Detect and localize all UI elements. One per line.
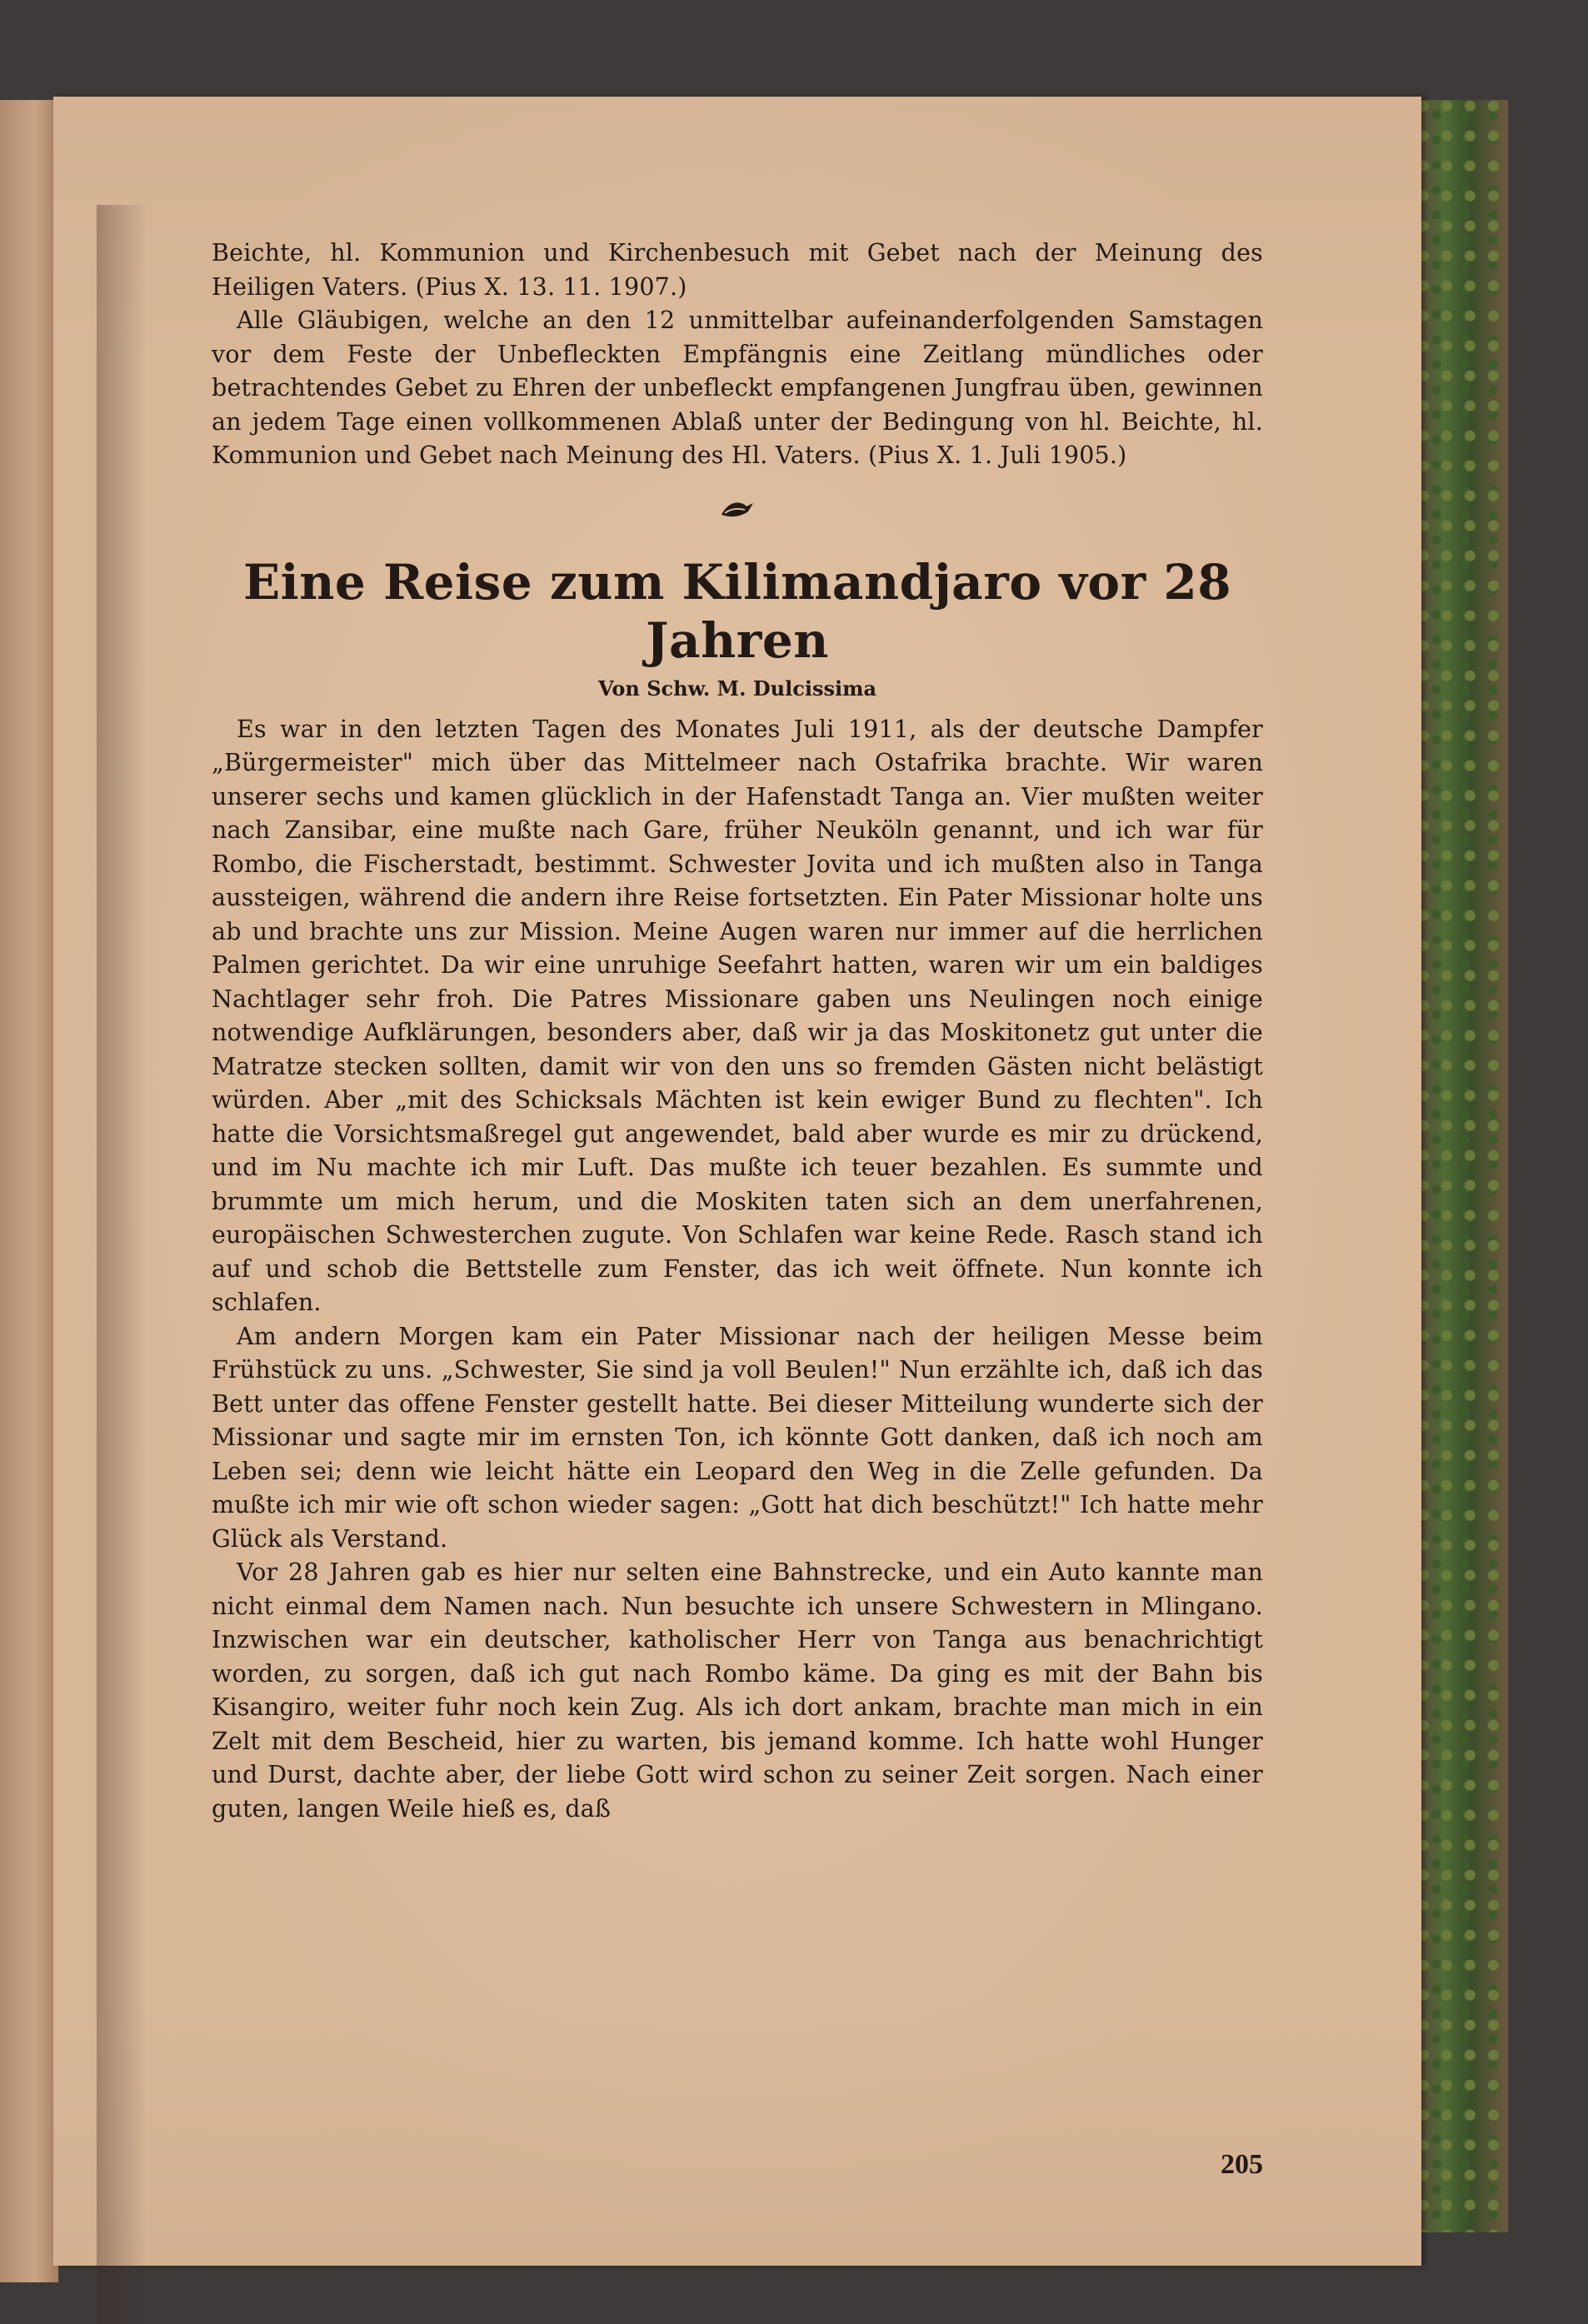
article-title: Eine Reise zum Kilimandjaro vor 28 Jahren [242, 553, 1232, 669]
fleuron-ornament-icon [212, 483, 1263, 535]
page-number: 205 [1221, 2149, 1263, 2180]
marbled-cover-edge [1416, 100, 1508, 2232]
intro-paragraph-2: Alle Gläubigen, welche an den 12 unmittelbar aufeinanderfolgenden Samstagen vor dem Feste der Unbefleckten Empfängnis eine Zeitlang mündliches oder betrachtendes Gebet zu Ehren der unbefleckt empfangenen Jungfrau üben, gewinnen an jedem Tage einen vollkommenen Ablaß unter der Bedingung von hl. Beichte, hl. Kommunion und Gebet nach Meinung des Hl. Vaters. (Pius X. 1. Juli 1905.) [212, 307, 1263, 469]
article-paragraph-2: Am andern Morgen kam ein Pater Missionar nach der heiligen Messe beim Frühstück zu uns. „Schwester, Sie sind ja voll Beulen!" Nun erzählte ich, daß ich das Bett unter das offene Fenster gestellt hatte. Bei dieser Mitteilung wunderte sich der Missionar und sagte mir im ernsten Ton, ich könnte Gott danken, daß ich noch am Leben sei; denn wie leicht hätte ein Leopard den Weg in die Zelle gefunden. Da mußte ich mir wie oft schon wieder sagen: „Gott hat dich beschützt!" Ich hatte mehr Glück als Verstand. [212, 1322, 1263, 1553]
article-paragraph-3: Vor 28 Jahren gab es hier nur selten eine Bahnstrecke, und ein Auto kannte man nicht einmal dem Namen nach. Nun besuchte ich unsere Schwestern in Mlingano. Inzwischen war ein deutscher, katholischer Herr von Tanga aus benachrichtigt worden, zu sorgen, daß ich gut nach Rombo käme. Da ging es mit der Bahn bis Kisangiro, weiter fuhr noch kein Zug. Als ich dort ankam, brachte man mich in ein Zelt mit dem Bescheid, hier zu warten, bis jemand komme. Ich hatte wohl Hunger und Durst, dachte aber, der liebe Gott wird schon zu seiner Zeit sorgen. Nach einer guten, langen Weile hieß es, daß [212, 1558, 1263, 1823]
book-page [53, 97, 1421, 2266]
gutter-shadow [97, 205, 147, 2324]
facing-page-edge [0, 100, 58, 2282]
article-paragraph-1: Es war in den letzten Tagen des Monates Juli 1911, als der deutsche Dampfer „Bürgermeister" mich über das Mittelmeer nach Ostafrika brachte. Wir waren unserer sechs und kamen glücklich in der Hafenstadt Tanga an. Vier mußten weiter nach Zansibar, eine mußte nach Gare, früher Neuköln genannt, und ich war für Rombo, die Fischerstadt, bestimmt. Schwester Jovita und ich mußten also in Tanga aussteigen, während die andern ihre Reise fortsetzten. Ein Pater Missionar holte uns ab und brachte uns zur Mission. Meine Augen waren nur immer auf die herrlichen Palmen gerichtet. Da wir eine unruhige Seefahrt hatten, waren wir um ein baldiges Nachtlager sehr froh. Die Patres Missionare gaben uns Neulingen noch einige notwendige Aufklärungen, besonders aber, daß wir ja das Moskitonetz gut unter die Matratze stecken sollten, damit wir von den uns so fremden Gästen nicht belästigt würden. Aber „mit des Schicksals Mächten ist kein ewiger Bund zu flechten". Ich hatte die Vorsichtsmaßregel gut angewendet, bald aber wurde es mir zu drückend, und im Nu machte ich mir Luft. Das mußte ich teuer bezahlen. Es summte und brummte um mich herum, und die Moskiten taten sich an dem unerfahrenen, europäischen Schwesterchen zugute. Von Schlafen war keine Rede. Rasch stand ich auf und schob die Bettstelle zum Fenster, das ich weit öffnete. Nun konnte ich schlafen. [212, 715, 1263, 1316]
intro-paragraph-1: Beichte, hl. Kommunion und Kirchenbesuch mit Gebet nach der Meinung des Heiligen Vaters. (Pius X. 13. 11. 1907.) [212, 239, 1263, 301]
article-author: Von Schw. M. Dulcissima [597, 676, 877, 701]
page-text-block [212, 237, 1263, 2180]
